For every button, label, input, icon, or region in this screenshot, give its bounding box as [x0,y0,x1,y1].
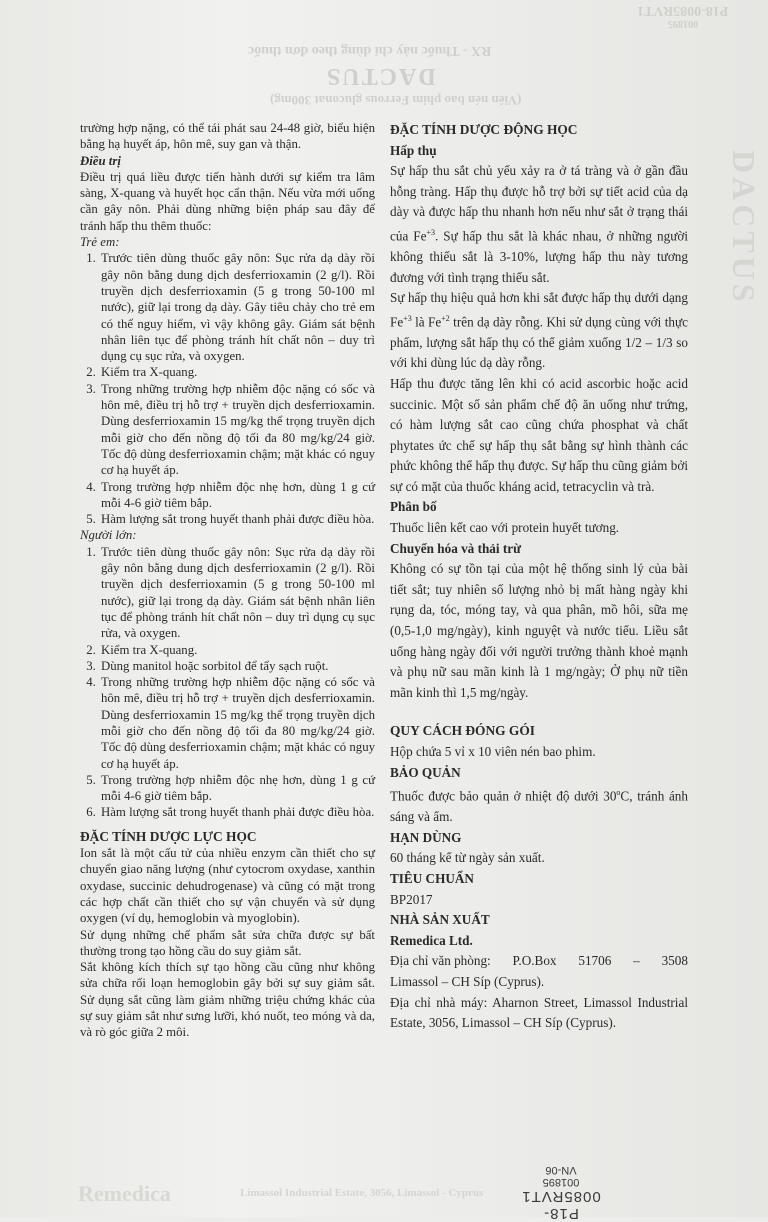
standard-text: BP2017 [390,891,433,907]
pharmacodynamics-paragraph: Ion sắt là một cấu tử của nhiều enzym cần thiết cho sự chuyển giao năng lượng (như cytocrom oxydase, xanthin oxydase, succinic dehudrogenase) và cũng có mặt trong các hợp chất cần thiết cho sự vận chuyển và sử dụng oxygen (ví dụ, hemoglobin và myoglobin). [80,846,375,926]
adults-label: Người lớn: [80,528,137,543]
manufacturer-name: Remedica Ltd. [390,932,473,948]
spacer [390,703,688,721]
adult-step: 4. Trong những trường hợp nhiễm độc nặng có sốc và hôn mê, điều trị hỗ trợ + truyền dịch desferrioxamin. Dùng desferrioxamin 15 mg/kg thể trọng truyền dịch mỗi giờ cho đến nồng độ tối đa 80 mg/kg/24 giờ. Tốc độ dùng desferrioxamin chậm; mặt khác có nguy cơ hạ huyết áp. [99,674,375,772]
children-step: 3. Trong những trường hợp nhiễm độc nặng có sốc và hôn mê, điều trị hỗ trợ + truyền dịch desferrioxamin. Dùng desferrioxamin 15 mg/kg thể trọng truyền dịch mỗi giờ cho đến nồng độ tối đa 80 mg/kg/24 giờ. Tốc độ dùng desferrioxamin chậm; mặt khác có nguy cơ hạ huyết áp. [99,381,375,479]
bottom-code-version: VN-06 [545,1164,577,1176]
absorption-paragraph-1 [390,161,688,288]
office-address-row [390,951,688,972]
pharmacokinetics-heading: ĐẶC TÍNH DƯỢC ĐỘNG HỌC [390,122,578,137]
office-label: Địa chỉ văn phòng: [390,953,491,969]
storage-heading: BẢO QUẢN [390,764,461,780]
left-column [80,120,375,1041]
bottom-code: P18-0085RVT1 [521,1188,601,1222]
superscript: +2 [441,313,450,323]
children-step: 5. Hàm lượng sắt trong huyết thanh phải được điều hòa. [99,511,375,527]
absorption-heading: Hấp thụ [390,142,437,158]
absorption-paragraph-3: Hấp thu được tăng lên khi có acid ascorbic hoặc acid succinic. Một số sản phẩm chế độ ăn uống như trứng, có hàm lượng sắt cao cũng chứa phosphat và chất phytates ức chế sự hấp thụ sắt bằng sự hình thành các phức không thể hấp thụ được. Sự hấp thu cũng giảm bởi sự có mặt của thuốc kháng acid, tetracyclin và trà. [390,375,688,494]
superscript: +3 [403,313,412,323]
children-steps [80,250,375,527]
text-run: trên dạ dày rỗng. Khi sử dụng cùng với thực phẩm, lượng sắt hấp thụ có thể giảm xuống 1/2 – 1/3 so với khi dùng lúc dạ dày rỗng. [390,314,688,371]
text-run: Sự hấp thu sắt chủ yếu xảy ra ở tá tràng và ở gần đầu hỗng tràng. Hấp thụ được hỗ trợ bởi sự tiết acid của dạ dày và được hấp thu nhanh hơn nếu như sắt ở trạng thái của Fe [390,163,688,244]
distribution-heading: Phân bố [390,499,437,515]
right-column [390,120,688,1034]
text-run: là Fe [411,314,442,330]
metabolism-text: Không có sự tồn tại của một hệ thống sinh lý của bài tiết sắt; tuy nhiên số lượng nhỏ bị mất hàng ngày khi rụng da, tóc, móng tay, và qua phân, mồ hôi, sữa mẹ (0,5-1,0 mg/ngày), kinh nguyệt và nước tiểu. Liều sắt uống hàng ngày đối với người trưởng thành khoẻ mạnh và phụ nữ sau mãn kinh là 1 mg/ngày; Ở phụ nữ tiền mãn kinh thì 1,5 mg/ngày. [390,561,688,700]
ghost-bottom-brand: Remedica [78,1181,171,1206]
adult-step: 2. Kiểm tra X-quang. [99,642,375,658]
office-pobox: P.O.Box [512,953,557,969]
pharmacodynamics-paragraph: Sử dụng những chế phẩm sắt sửa chữa được sự bất thường trong tạo hồng cầu do suy giảm sắt. [80,927,375,958]
pharmacodynamics-heading: ĐẶC TÍNH DƯỢC LỰC HỌC [80,828,257,844]
standard-heading: TIÊU CHUẨN [390,870,474,886]
superscript: o [616,788,621,798]
adult-step: 3. Dùng manitol hoặc sorbitol để tẩy sạch ruột. [99,658,375,674]
children-step: 1. Trước tiên dùng thuốc gây nôn: Sục rửa dạ dày rồi gây nôn bằng dung dịch desferrioxamin (2 g/l). Rồi truyền dịch desferrioxamin (5 g trong 50-100 ml nước), giữ lại trong dạ dày. Gây tiêu chảy cho trẻ em có thể nguy hiểm, vì vậy không gây. Giám sát bệnh nhân liên tục để phòng tránh hít chất nôn – duy trì dụng cụ sục rửa, và oxygen. [99,250,375,364]
ghost-brand: DACTUS [325,63,436,89]
ghost-subtitle: (Viên nén bao phim Ferrous gluconat 300mg) [270,93,522,108]
packaging-heading: QUY CÁCH ĐÓNG GÓI [390,723,535,739]
pharmacodynamics-paragraph: Sắt không kích thích sự tạo hồng cầu cũng như không sửa chữa rối loạn hemoglobin gây bởi sự suy giảm sắt. Sử dụng sắt cũng làm giảm những triệu chứng khác của sự suy giảm sắt như sưng lưỡi, khó nuốt, teo móng và da, và rò góc giữa 2 môi. [80,960,375,1040]
children-step: 4. Trong trường hợp nhiễm độc nhẹ hơn, dùng 1 g cứ mỗi 4-6 giờ tiêm bắp. [99,479,375,512]
ghost-code-top: P18-0085RVT1 [636,3,728,18]
metabolism-heading: Chuyển hóa và thải trừ [390,540,522,556]
office-number: 51706 [578,953,612,969]
superscript: +3 [426,227,435,237]
treatment-text: Điều trị quá liều được tiến hành dưới sự kiểm tra lâm sàng, X-quang và huyết học cẩn thận. Nếu vừa mới uống cần gây nôn. Phải dùng những biện pháp sau đây để tránh hấp thu thêm thuốc: [80,169,375,233]
adult-step: 5. Trong trường hợp nhiễm độc nhẹ hơn, dùng 1 g cứ mỗi 4-6 giờ tiêm bắp. [99,772,375,805]
absorption-paragraph-2 [390,288,688,374]
adult-step: 6. Hàm lượng sắt trong huyết thanh phải được điều hòa. [99,804,375,820]
ghost-side-brand: DACTUS [726,150,762,306]
text-run: . Sự hấp thu sắt là khác nhau, ở những người không thiếu sắt là 3-10%, lượng hấp thu này tương đương với tình trạng thiếu sắt. [390,228,688,285]
shelf-life-text: 60 tháng kể từ ngày sản xuất. [390,850,545,866]
text-run: Thuốc được bảo quản ở nhiệt độ dưới 30 [390,788,617,804]
text-run: Sự hấp thụ hiệu quả hơn khi sắt được hấp thụ dưới dạng Fe [390,290,688,330]
spacer [80,821,375,829]
children-label: Trẻ em: [80,235,120,250]
manufacturer-heading: NHÀ SẢN XUẤT [390,912,490,928]
ghost-rx-line: RX - Thuốc này chỉ dùng theo đơn thuốc [248,43,492,58]
overdose-intro: trường hợp nặng, có thể tái phát sau 24-48 giờ, biểu hiện bằng hạ huyết áp, hôn mê, suy gan và thận. [80,121,375,152]
ghost-code-top-number: 001895 [668,18,698,29]
office-code: 3508 [661,953,688,969]
ghost-bottom-line: Limassol Industrial Estate, 3056, Limassol - Cyprus [240,1187,484,1199]
factory-address: Địa chỉ nhà máy: Aharnon Street, Limassol Industrial Estate, 3056, Limassol – CH Síp (Cyprus). [390,994,688,1031]
adult-steps [80,544,375,821]
storage-text [390,783,688,828]
treatment-heading: Điều trị [80,153,121,168]
bottom-code-number: 001895 [542,1176,580,1188]
text-run: C, tránh ánh sáng và ẩm. [390,788,688,825]
bottom-code-block [516,1164,606,1222]
distribution-text: Thuốc liên kết cao với protein huyết tương. [390,520,620,536]
children-step: 2. Kiểm tra X-quang. [99,364,375,380]
adult-step: 1. Trước tiên dùng thuốc gây nôn: Sục rửa dạ dày rồi gây nôn bằng dung dịch desferrioxamin (2 g/l). Rồi truyền dịch desferrioxamin (5 g trong 50-100 ml nước), giữ lại trong dạ dày. Giám sát bệnh nhân liên tục để phòng tránh hít chất nôn – duy trì dụng cụ sục rửa, và oxygen. [99,544,375,642]
packaging-text: Hộp chứa 5 vỉ x 10 viên nén bao phim. [390,744,596,759]
office-city: Limassol – CH Síp (Cyprus). [390,973,545,989]
office-dash: – [633,953,640,969]
shelf-life-heading: HẠN DÙNG [390,829,462,845]
